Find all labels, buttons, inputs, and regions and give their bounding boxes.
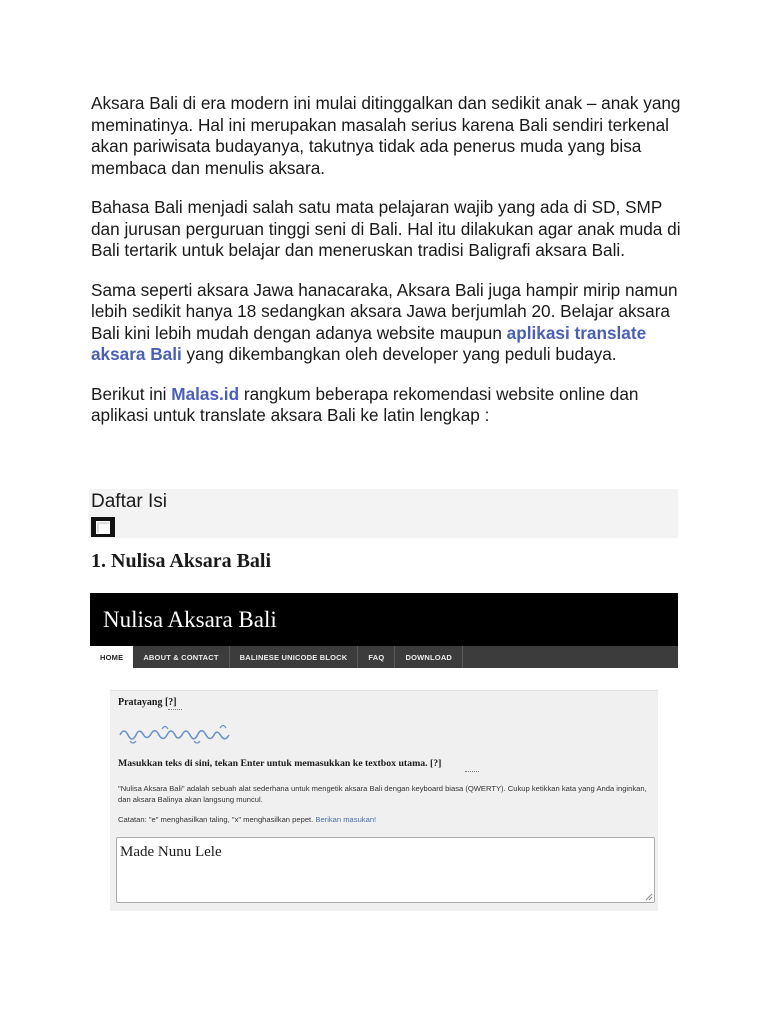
- nav-tab-download[interactable]: DOWNLOAD: [395, 646, 463, 668]
- article-body: [91, 93, 681, 445]
- site-nav: [90, 646, 678, 668]
- textbox-value[interactable]: Made Nunu Lele: [120, 844, 222, 860]
- nav-tab-unicode[interactable]: BALINESE UNICODE BLOCK: [230, 646, 359, 668]
- instruction-text: Masukkan teks di sini, tekan Enter untuk memasukkan ke textbox utama. [?]: [118, 758, 442, 769]
- main-textbox[interactable]: [116, 837, 655, 903]
- paragraph-comparison-tail: yang dikembangkan oleh developer yang peduli budaya.: [181, 344, 617, 364]
- site-body: [90, 668, 678, 915]
- preview-label: Pratayang [?]: [118, 697, 177, 708]
- paragraph-summary-text: Berikut ini: [91, 383, 172, 404]
- instruction-help-underline: [465, 771, 479, 772]
- paragraph-comparison-text: Sama seperti aksara Jawa hanacaraka, Aksara Bali juga hampir mirip namun lebih sedikit hanya 18 sedangkan aksara Jawa berjumlah 20. Belajar aksara Bali kini lebih mudah dengan adanya website maupun: [91, 279, 678, 343]
- resize-handle-icon[interactable]: [645, 893, 653, 901]
- paragraph-intro: Aksara Bali di era modern ini mulai ditinggalkan dan sedikit anak – anak yang meminatinya. Hal ini merupakan masalah serius karena Bali sendiri terkenal akan pariwisata budayanya, takutnya tidak ada penerus muda yang bisa membaca dan menulis aksara.: [91, 93, 681, 178]
- malas-id-link[interactable]: Malas.id: [171, 383, 240, 404]
- preview-help-underline: [168, 709, 182, 710]
- website-screenshot: [90, 593, 678, 915]
- translate-app-link[interactable]: aplikasi translate aksara Bali: [91, 322, 647, 364]
- toc-toggle-icon[interactable]: [91, 517, 115, 537]
- nav-tab-faq[interactable]: FAQ: [358, 646, 395, 668]
- note-text: [118, 815, 376, 824]
- tool-description: "Nulisa Aksara Bali" adalah sebuah alat sederhana untuk mengetik aksara Bali dengan keyboard biasa (QWERTY). Cukup ketikkan kata yang Anda inginkan, dan aksara Balinya akan langsung muncul.: [118, 784, 647, 804]
- feedback-link[interactable]: Berikan masukan!: [315, 815, 377, 824]
- nav-tab-home[interactable]: HOME: [90, 646, 133, 668]
- section-heading: 1. Nulisa Aksara Bali: [91, 550, 272, 572]
- editor-panel: [110, 690, 658, 911]
- note-text-body: Catatan: "e" menghasilkan taling, "x" menghasilkan pepet.: [118, 815, 316, 824]
- balinese-script-preview: [116, 721, 246, 747]
- site-title: Nulisa Aksara Bali: [90, 593, 678, 646]
- paragraph-comparison: [91, 280, 681, 366]
- paragraph-summary: [91, 384, 681, 427]
- paragraph-summary-tail: rangkum beberapa rekomendasi website online dan aplikasi untuk translate aksara Bali ke latin lengkap :: [91, 383, 639, 425]
- toc-title: Daftar Isi: [91, 491, 168, 512]
- table-of-contents: [89, 489, 678, 538]
- nav-tab-about[interactable]: ABOUT & CONTACT: [133, 646, 229, 668]
- paragraph-education: Bahasa Bali menjadi salah satu mata pelajaran wajib yang ada di SD, SMP dan jurusan perguruan tinggi seni di Bali. Hal itu dilakukan agar anak muda di Bali tertarik untuk belajar dan meneruskan tradisi Baligrafi aksara Bali.: [91, 197, 681, 260]
